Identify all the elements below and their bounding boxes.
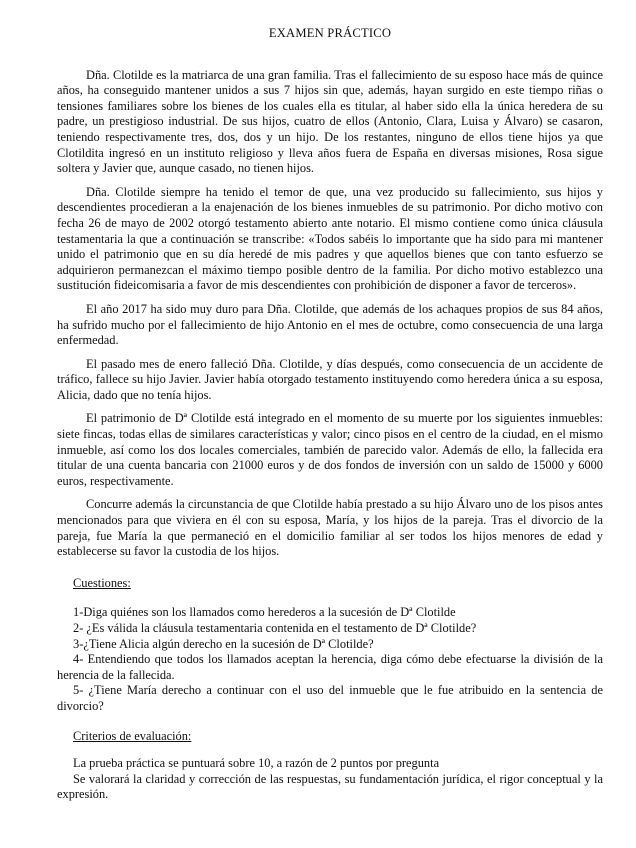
criteria-item: Se valorará la claridad y corrección de las respuestas, su fundamentación jurídica, el rigor conceptual y la expresión. (57, 771, 603, 802)
exam-page (57, 26, 603, 803)
question-item: 1-Diga quiénes son los llamados como herederos a la sucesión de Dª Clotilde (73, 605, 456, 620)
paragraph-testament: Dña. Clotilde siempre ha tenido el temor de que, una vez producido su fallecimiento, sus hijos y descendientes procedieran a la enajenación de los bienes inmuebles de su patrimonio. Por dicho motivo con fecha 26 de mayo de 2002 otorgó testamento abierto ante notario. El mismo contiene como única cláusula testamentaria la que a continuación se transcribe: «Todos sabéis lo importante que ha sido para mi mantener unido el patrimonio que en su día heredé de mis padres y que aquellos bienes que con tanto esfuerzo se adquirieron permanezcan el máximo tiempo posible dentro de la familia. Por dicho motivo establezco una sustitución fideicomisaria a favor de mis descendientes con prohibición de disponer a favor de terceros». (57, 184, 603, 293)
criteria-item: La prueba práctica se puntuará sobre 10, a razón de 2 puntos por pregunta (73, 756, 440, 771)
paragraph-estate: El patrimonio de Dª Clotilde está integrado en el momento de su muerte por los siguientes inmuebles: siete fincas, todas ellas de similares características y valor; cinco pisos en el centro de la ciudad, en el mismo inmueble, así como los dos locales comerciales, también de parecido valor. Además de ello, la fallecida era titular de una cuenta bancaria con 21000 euros y de dos fondos de inversión con un saldo de 15000 y 6000 euros, respectivamente. (57, 411, 603, 488)
question-item: 5- ¿Tiene María derecho a continuar con el uso del inmueble que le fue atribuido en la sentencia de divorcio? (57, 683, 603, 713)
criteria-list (57, 756, 603, 803)
questions-list (57, 605, 603, 714)
question-item: 3-¿Tiene Alicia algún derecho en la sucesión de Dª Clotilde? (73, 636, 374, 651)
question-item: 4- Entendiendo que todos los llamados aceptan la herencia, diga cómo debe efectuarse la división de la herencia de la fallecida. (57, 652, 603, 682)
question-item: 2- ¿Es válida la cláusula testamentaria contenida en el testamento de Dª Clotilde? (73, 621, 477, 635)
paragraph-apartment-use: Concurre además la circunstancia de que Clotilde había prestado a su hijo Álvaro uno de los pisos antes mencionados para que viviera en él con su esposa, María, y los hijos de la pareja. Tras el divorcio de la pareja, fue María la que permaneció en el domicilio familiar al ser todos los hijos menores de edad y establecerse su favor la custodia de los hijos. (57, 497, 603, 559)
questions-heading: Cuestiones: (73, 575, 131, 590)
criteria-heading: Criterios de evaluación: (73, 728, 192, 743)
paragraph-year-2017: El año 2017 ha sido muy duro para Dña. Clotilde, que además de los achaques propios de sus 84 años, ha sufrido mucho por el fallecimiento de hijo Antonio en el mes de octubre, como consecuencia de una larga enfermedad. (57, 301, 603, 348)
document-title: EXAMEN PRÁCTICO (268, 26, 392, 40)
paragraph-deaths: El pasado mes de enero falleció Dña. Clotilde, y días después, como consecuencia de un accidente de tráfico, fallece su hijo Javier. Javier había otorgado testamento instituyendo como heredera única a su esposa, Alicia, dado que no tenía hijos. (57, 356, 603, 402)
paragraph-family-background: Dña. Clotilde es la matriarca de una gran familia. Tras el fallecimiento de su esposo hace más de quince años, ha conseguido mantener unidos a sus 7 hijos sin que, además, hayan surgido en este tiempo riñas o tensiones familiares sobre los bienes de los cuales ella es titular, al haber sido ella la única heredera de su padre, un prestigioso industrial. De sus hijos, cuatro de ellos (Antonio, Clara, Luisa y Álvaro) se casaron, teniendo respectivamente tres, dos, dos y un hijo. De los restantes, ninguno de ellos tiene hijos ya que Clotildita ingresó en un instituto religioso y lleva años fuera de España en diversas misiones, Rosa sigue soltera y Javier que, aunque casado, no tienen hijos. (57, 67, 603, 176)
